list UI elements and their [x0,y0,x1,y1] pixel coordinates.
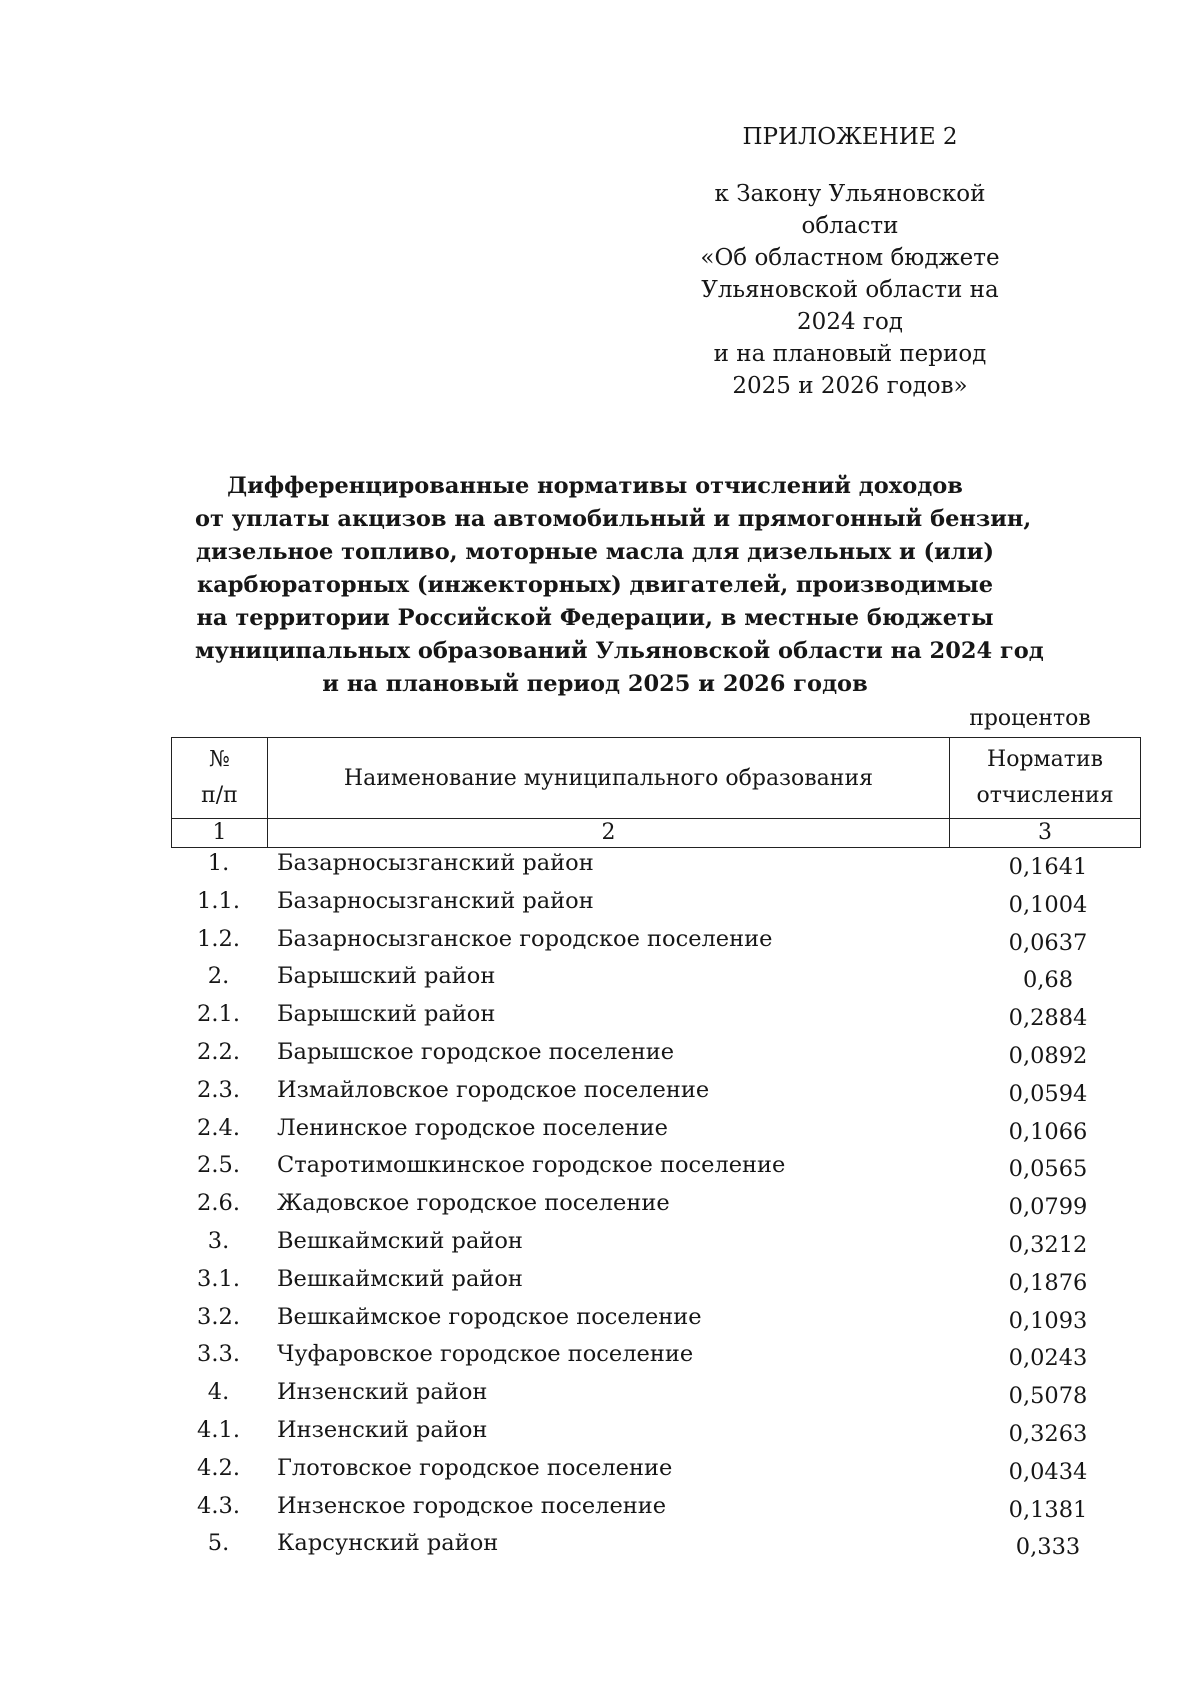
table-row [171,1491,1141,1529]
row-value: 0,333 [1015,1534,1081,1561]
row-name: Инзенский район [277,1379,488,1406]
row-number: 4.1. [197,1416,240,1443]
row-number: 4.3. [197,1492,240,1519]
table-body [171,848,1141,1566]
document-heading [195,470,1044,701]
row-number: 3. [207,1227,230,1254]
header-norm-line2: отчисления [976,783,1114,808]
row-name: Вешкаймский район [277,1265,523,1292]
row-value: 0,0434 [1008,1458,1088,1485]
unit-label: процентов [969,706,1091,731]
row-number: 3.1. [197,1265,240,1292]
header-norm-cell [950,738,1141,819]
appendix-line: и на плановый период [713,341,987,367]
row-value: 0,0594 [1008,1080,1088,1107]
row-number: 2.4. [197,1114,240,1141]
appendix-block [700,122,1000,402]
row-number: 3.3. [197,1341,240,1368]
heading-line: карбюраторных (инжекторных) двигателей, производимые [196,572,994,598]
header-name-cell: Наименование муниципального образования [267,738,949,819]
header-num-cell [172,738,268,819]
row-value: 0,3212 [1008,1231,1088,1258]
row-name: Чуфаровское городское поселение [277,1341,694,1368]
row-name: Вешкаймский район [277,1227,523,1254]
row-value: 0,0799 [1008,1194,1088,1221]
row-value: 0,0637 [1008,929,1088,956]
heading-line: муниципальных образований Ульяновской области на 2024 год [195,638,1044,664]
row-value: 0,1066 [1008,1118,1088,1145]
row-number: 2.1. [197,1001,240,1028]
table-row [171,1037,1141,1075]
appendix-line: к Закону Ульяновской области [714,181,986,239]
row-name: Базарносызганское городское поселение [277,925,773,952]
row-value: 0,1876 [1008,1269,1088,1296]
row-name: Старотимошкинское городское поселение [277,1152,786,1179]
row-name: Инзенское городское поселение [277,1492,667,1519]
table-row [171,1339,1141,1377]
table-row [171,1113,1141,1151]
appendix-title: ПРИЛОЖЕНИЕ 2 [742,124,958,150]
row-value: 0,0892 [1008,1042,1088,1069]
column-index: 1 [172,819,268,848]
table-header [171,737,1141,848]
row-number: 4.2. [197,1454,240,1481]
column-index: 3 [950,819,1141,848]
heading-line: на территории Российской Федерации, в местные бюджеты [196,605,994,631]
row-number: 3.2. [197,1303,240,1330]
row-number: 1.2. [197,925,240,952]
row-name: Базарносызганский район [277,850,594,876]
row-value: 0,2884 [1008,1005,1088,1032]
table-row [171,1075,1141,1113]
row-number: 1. [207,850,230,876]
table-row [171,924,1141,962]
appendix-line: 2025 и 2026 годов» [732,373,968,399]
row-number: 2.2. [197,1038,240,1065]
row-name: Измайловское городское поселение [277,1076,710,1103]
table-row [171,1302,1141,1340]
table-row [171,886,1141,924]
row-name: Жадовское городское поселение [277,1190,670,1217]
row-number: 2.6. [197,1190,240,1217]
table-row [171,1415,1141,1453]
row-number: 1.1. [197,887,240,914]
header-row [172,738,1141,819]
table-row [171,1226,1141,1264]
row-name: Барышский район [277,1001,496,1028]
row-value: 0,1641 [1008,854,1088,880]
row-number: 5. [207,1530,230,1557]
row-value: 0,3263 [1008,1420,1088,1447]
row-value: 0,0243 [1008,1345,1088,1372]
row-name: Базарносызганский район [277,887,594,914]
row-name: Ленинское городское поселение [277,1114,668,1141]
heading-line: от уплаты акцизов на автомобильный и прямогонный бензин, [195,506,1032,532]
column-index: 2 [267,819,949,848]
row-name: Инзенский район [277,1416,488,1443]
row-name: Барышское городское поселение [277,1038,675,1065]
row-name: Карсунский район [277,1530,499,1557]
table-row [171,1150,1141,1188]
row-number: 2. [207,963,230,990]
table-row [171,999,1141,1037]
row-value: 0,5078 [1008,1383,1088,1410]
row-name: Вешкаймское городское поселение [277,1303,702,1330]
table-row [171,1188,1141,1226]
heading-line: и на плановый период 2025 и 2026 годов [322,671,868,697]
header-num-line2: п/п [201,783,238,808]
table-row [171,1264,1141,1302]
row-number: 2.3. [197,1076,240,1103]
column-index-row [172,819,1141,848]
appendix-line: Ульяновской области на 2024 год [701,277,999,335]
row-value: 0,1381 [1008,1496,1088,1523]
row-value: 0,1093 [1008,1307,1088,1334]
heading-line: Дифференцированные нормативы отчислений доходов [227,473,963,499]
row-value: 0,1004 [1008,891,1088,918]
table-row [171,1377,1141,1415]
row-value: 0,68 [1022,967,1074,994]
table-row [171,961,1141,999]
table-row [171,1453,1141,1491]
row-name: Барышский район [277,963,496,990]
heading-line: дизельное топливо, моторные масла для дизельных и (или) [195,539,995,565]
header-num-line1: № [209,747,230,772]
table-row [171,1528,1141,1566]
appendix-line: «Об областном бюджете [700,245,1000,271]
table-row [171,848,1141,886]
row-number: 4. [207,1379,230,1406]
row-number: 2.5. [197,1152,240,1179]
header-norm-line1: Норматив [987,747,1104,772]
row-value: 0,0565 [1008,1156,1088,1183]
row-name: Глотовское городское поселение [277,1454,673,1481]
